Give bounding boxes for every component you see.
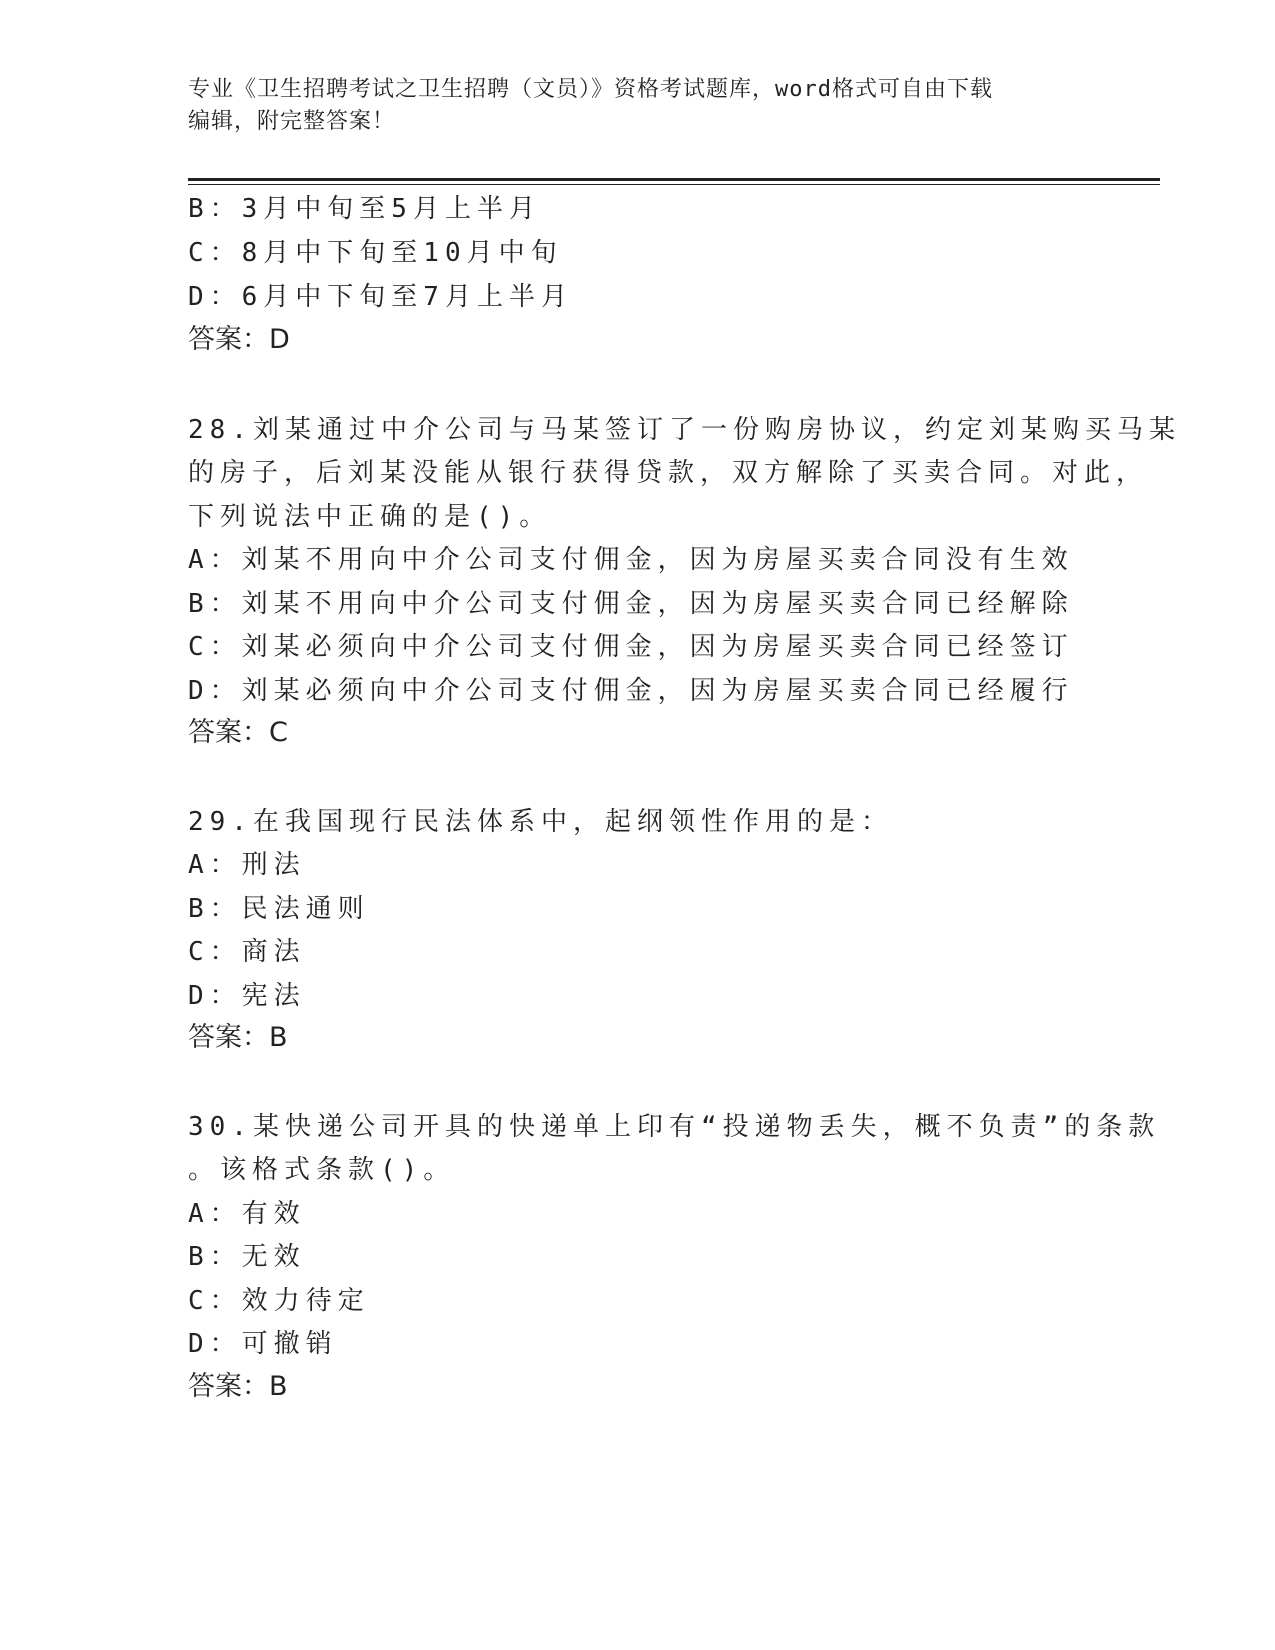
- q28-stem-line-2: 的房子，后刘某没能从银行获得贷款，双方解除了买卖合同。对此，: [188, 458, 1149, 488]
- q29-option-d: D：宪法: [188, 981, 306, 1011]
- q30-option-a: A：有效: [188, 1199, 306, 1229]
- header-line-1: 专业《卫生招聘考试之卫生招聘（文员）》资格考试题库，word格式可自由下载: [188, 77, 993, 102]
- q30-option-d: D：可撤销: [188, 1329, 338, 1359]
- q30-option-b: B：无效: [188, 1242, 306, 1272]
- q27-option-c: C：8月中下旬至10月中旬: [188, 238, 563, 268]
- header-rule-thick: [188, 178, 1160, 181]
- q28-option-b: B：刘某不用向中介公司支付佣金，因为房屋买卖合同已经解除: [188, 589, 1074, 619]
- q30-option-c: C：效力待定: [188, 1286, 370, 1316]
- header-rule-thin: [188, 184, 1160, 185]
- q29-option-b: B：民法通则: [188, 894, 370, 924]
- q27-option-b: B：3月中旬至5月上半月: [188, 194, 541, 224]
- q28-option-c: C：刘某必须向中介公司支付佣金，因为房屋买卖合同已经签订: [188, 632, 1074, 662]
- q28-option-a: A：刘某不用向中介公司支付佣金，因为房屋买卖合同没有生效: [188, 545, 1074, 575]
- q29-option-c: C：商法: [188, 937, 306, 967]
- q28-answer: 答案：C: [188, 717, 288, 748]
- q30-stem-line-2: 。该格式条款()。: [188, 1155, 456, 1185]
- header-line-2: 编辑，附完整答案！: [188, 109, 396, 134]
- document-header: [188, 74, 1088, 138]
- q30-answer: 答案：B: [188, 1371, 288, 1402]
- q29-stem-line-1: 29.在我国现行民法体系中，起纲领性作用的是：: [188, 807, 893, 837]
- q28-option-d: D：刘某必须向中介公司支付佣金，因为房屋买卖合同已经履行: [188, 676, 1074, 706]
- q27-answer: 答案：D: [188, 324, 290, 355]
- q28-stem-line-3: 下列说法中正确的是()。: [188, 502, 552, 532]
- q28-stem-line-1: 28.刘某通过中介公司与马某签订了一份购房协议，约定刘某购买马某: [188, 415, 1181, 445]
- q29-answer: 答案：B: [188, 1022, 288, 1053]
- q29-option-a: A：刑法: [188, 850, 306, 880]
- q27-option-d: D：6月中下旬至7月上半月: [188, 282, 573, 312]
- q30-stem-line-1: 30.某快递公司开具的快递单上印有“投递物丢失，概不负责”的条款: [188, 1112, 1161, 1142]
